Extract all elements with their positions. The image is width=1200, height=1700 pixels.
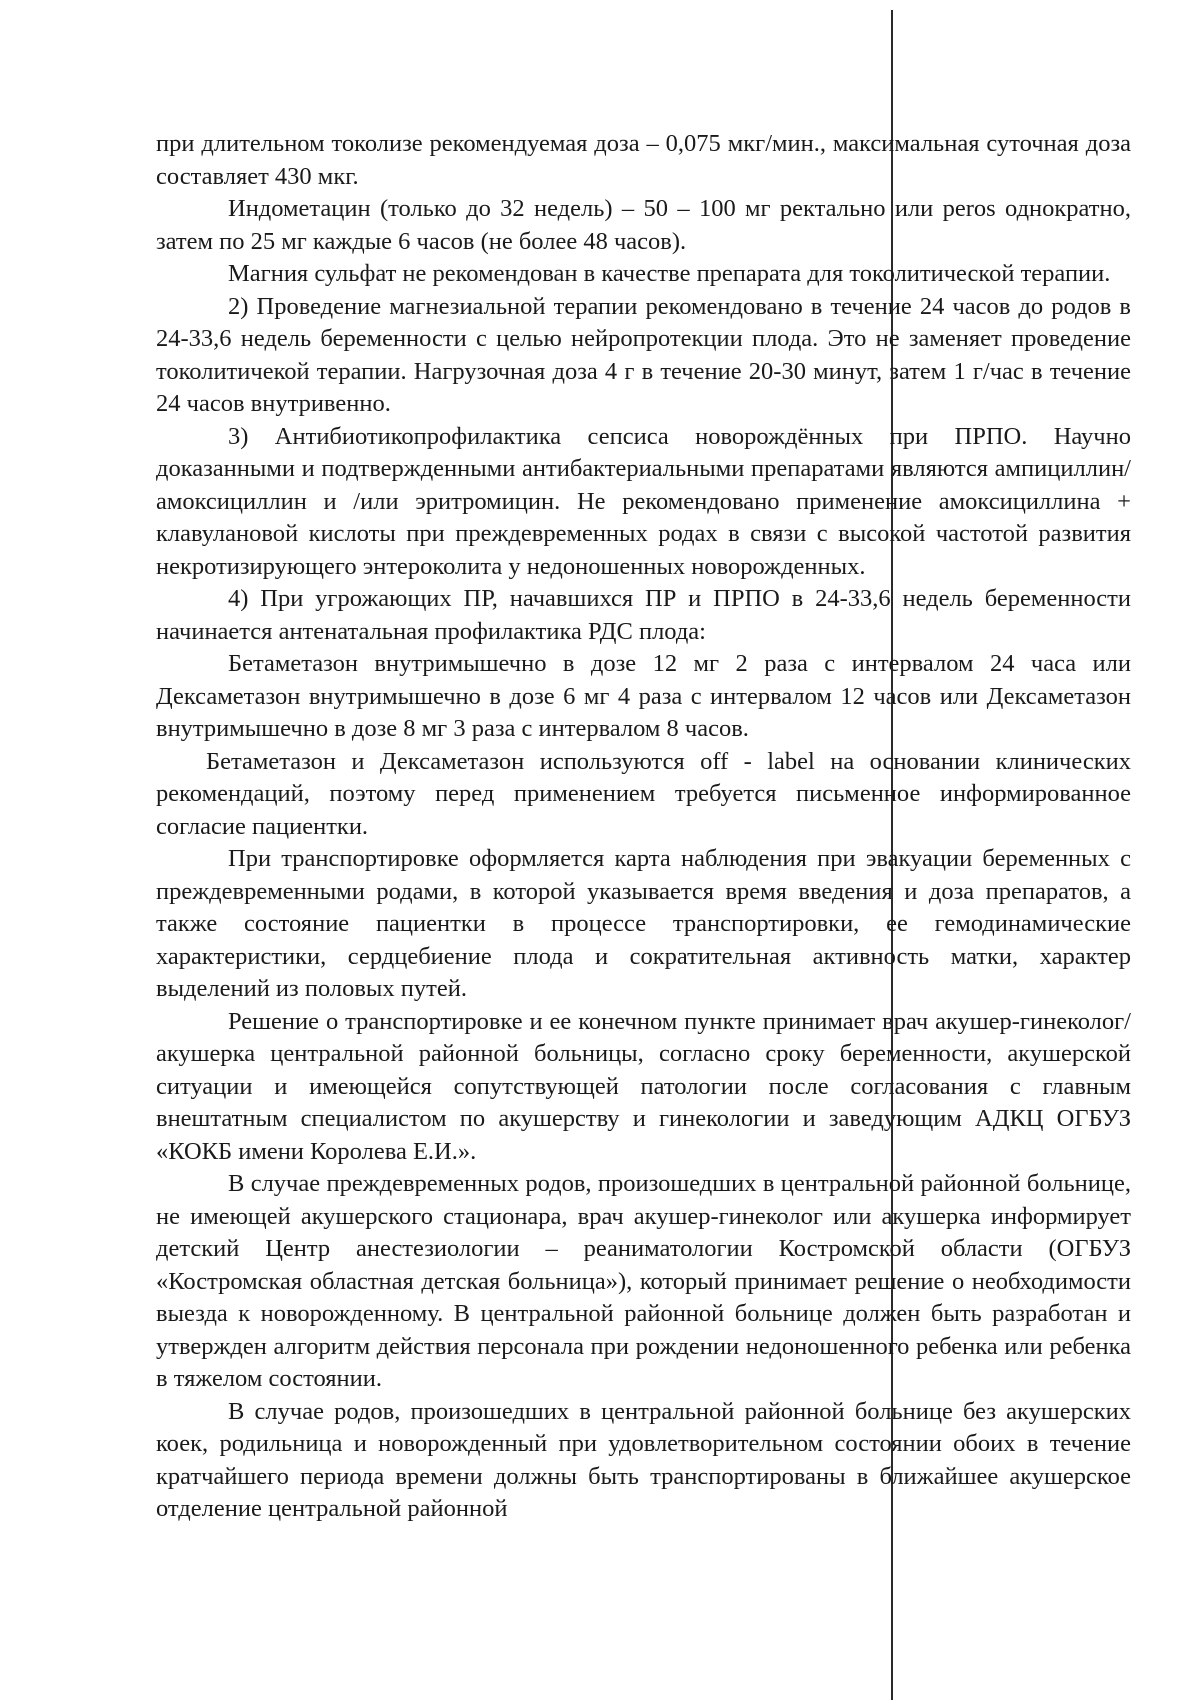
document-body (156, 128, 1131, 1526)
paragraph-10: Решение о транспортировке и ее конечном пункте принимает врач акушер-гинеколог/акушерка центральной районной больницы, согласно сроку беременности, акушерской ситуации и имеющейся сопутствующей патологии после согласования с главным внештатным специалистом по акушерству и гинекологии и заведующим АДКЦ ОГБУЗ «КОКБ имени Королева Е.И.». (156, 1007, 1131, 1165)
paragraph-7: Бетаметазон внутримышечно в дозе 12 мг 2 раза с интервалом 24 часа или Дексаметазон внутримышечно в дозе 6 мг 4 раза с интервалом 12 часов или Дексаметазон внутримышечно в дозе 8 мг 3 раза с интервалом 8 часов. (156, 650, 1131, 742)
paragraph-6: 4) При угрожающих ПР, начавшихся ПР и ПРПО в 24-33,6 недель беременности начинается антенатальная профилактика РДС плода: (156, 585, 1131, 645)
paragraph-2: Индометацин (только до 32 недель) – 50 – 100 мг ректально или peros однократно, затем по 25 мг каждые 6 часов (не более 48 часов). (156, 195, 1131, 255)
paragraph-1: при длительном токолизе рекомендуемая доза – 0,075 мкг/мин., максимальная суточная доза составляет 430 мкг. (156, 130, 1131, 190)
paragraph-9: При транспортировке оформляется карта наблюдения при эвакуации беременных с преждевременными родами, в которой указывается время введения и доза препаратов, а также состояние пациентки в процессе транспортировки, ее гемодинамические характеристики, сердцебиение плода и сократительная активность матки, характер выделений из половых путей. (156, 845, 1131, 1002)
paragraph-4: 2) Проведение магнезиальной терапии рекомендовано в течение 24 часов до родов в 24-33,6 недель беременности с целью нейропротекции плода. Это не заменяет проведение токолитичекой терапии. Нагрузочная доза 4 г в течение 20-30 минут, затем 1 г/час в течение 24 часов внутривенно. (156, 292, 1131, 417)
paragraph-8: Бетаметазон и Дексаметазон используются off - label на основании клинических рекомендаций, поэтому перед применением требуется письменное информированное согласие пациентки. (156, 747, 1131, 840)
paragraph-3: Магния сульфат не рекомендован в качестве препарата для токолитической терапии. (228, 260, 1111, 287)
paragraph-5: 3) Антибиотикопрофилактика сепсиса новорождённых при ПРПО. Научно доказанными и подтвержденными антибактериальными препаратами являются ампициллин/амоксициллин и /или эритромицин. Не рекомендовано применение амоксициллина + клавулановой кислоты при преждевременных родах в связи с высокой частотой развития некротизирующего энтероколита у недоношенных новорожденных. (156, 422, 1131, 580)
paragraph-12: В случае родов, произошедших в центральной районной больнице без акушерских коек, родильница и новорожденный при удовлетворительном состоянии обоих в течение кратчайшего периода времени должны быть транспортированы в ближайшее акушерское отделение центральной районной (156, 1397, 1131, 1522)
paragraph-11: В случае преждевременных родов, произошедших в центральной районной больнице, не имеющей акушерского стационара, врач акушер-гинеколог или акушерка информирует детский Центр анестезиологии – реаниматологии Костромской области (ОГБУЗ «Костромская областная детская больница»), который принимает решение о необходимости выезда к новорожденному. В центральной районной больнице должен быть разработан и утвержден алгоритм действия персонала при рождении недоношенного ребенка или ребенка в тяжелом состоянии. (156, 1170, 1131, 1392)
